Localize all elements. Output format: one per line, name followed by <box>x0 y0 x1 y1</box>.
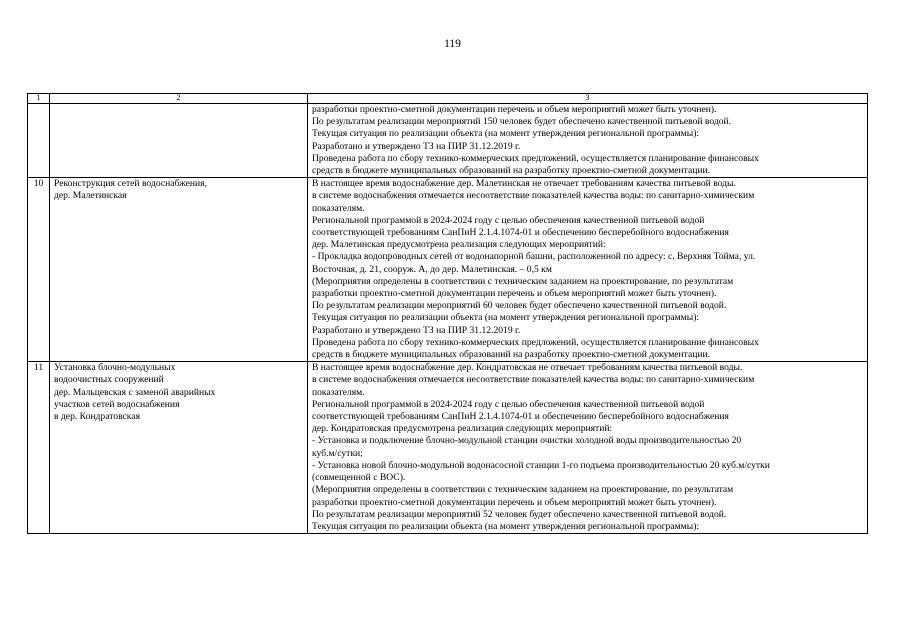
description-line: Проведена работа по сбору технико-коммерческих предложений, осуществляется планирование финансовых <box>312 152 759 164</box>
name-line: дер. Мальцевская с заменой аварийных <box>54 386 216 398</box>
description-line: - Установка новой блочно-модульной водонасосной станции 1-го подъема производительностью 20 куб.м/сутки <box>312 459 770 471</box>
description-line: куб.м/сутки; <box>312 447 363 459</box>
description-line: Региональной программой в 2024-2024 году с целью обеспечения качественной питьевой водой <box>312 398 705 410</box>
description-line: средств в бюджете муниципальных образований на разработку проектно-сметной документации. <box>312 165 711 177</box>
row-description-cell <box>308 178 868 362</box>
description-line: показателям. <box>312 202 365 214</box>
description-line: дер. Кондратовская предусмотрена реализация следующих мероприятий: <box>312 423 613 435</box>
row-description-cell <box>308 104 868 178</box>
description-line: Текущая ситуация по реализации объекта (на момент утверждения региональной программы): <box>312 128 700 140</box>
description-line: По результатам реализации мероприятий 60 человек будет обеспечено качественной питьевой водой. <box>312 300 727 312</box>
description-line: - Прокладка водопроводных сетей от водонапорной башни, расположенной по адресу: с. Верхняя Тойма, ул. <box>312 251 756 263</box>
description-line: соответствующей требованиям СанПиН 2.1.4.1074-01 и обеспечению бесперебойного водоснабжения <box>312 411 729 423</box>
description-line: Текущая ситуация по реализации объекта (на момент утверждения региональной программы): <box>312 312 700 324</box>
table-row <box>28 178 868 362</box>
description-line: Региональной программой в 2024-2024 году с целью обеспечения качественной питьевой водой <box>312 214 705 226</box>
description-line: показателям. <box>312 386 365 398</box>
table-row <box>28 362 868 534</box>
description-line: По результатам реализации мероприятий 52 человек будет обеспечено качественной питьевой водой. <box>312 508 727 520</box>
table-header-row <box>28 94 868 104</box>
name-line: Реконструкция сетей водоснабжения, <box>54 178 207 190</box>
description-line: Разработано и утверждено ТЗ на ПИР 31.12.2019 г. <box>312 324 521 336</box>
description-line: В настоящее время водоснабжение дер. Малетинская не отвечает требованиям качества питьевой воды. <box>312 178 736 190</box>
name-line: в дер. Кондратовская <box>54 411 140 423</box>
description-line: В настоящее время водоснабжение дер. Кондратовская не отвечает требованиям качества питьевой воды. <box>312 362 743 374</box>
row-number-cell: 10 <box>28 178 50 362</box>
description-line: соответствующей требованиям СанПиН 2.1.4.1074-01 и обеспечению бесперебойного водоснабжения <box>312 227 729 239</box>
row-description-cell <box>308 362 868 534</box>
row-number-cell <box>28 104 50 178</box>
description-line: (Мероприятия определены в соответствии с техническим заданием на проектирование, по результатам <box>312 484 734 496</box>
description-line: в системе водоснабжения отмечается несоответствие показателей качества воды: по санитарно-химическим <box>312 374 755 386</box>
description-line: (Мероприятия определены в соответствии с техническим заданием на проектирование, по результатам <box>312 275 734 287</box>
description-line: разработки проектно-сметной документации перечень и объем мероприятий может быть уточнен). <box>312 288 717 300</box>
description-line: Восточная, д. 21, сооруж. А, до дер. Малетинская. – 0,5 км <box>312 263 552 275</box>
table-row-continuation <box>28 104 868 178</box>
description-line: разработки проектно-сметной документации перечень и объем мероприятий может быть уточнен). <box>312 104 717 115</box>
description-line: в системе водоснабжения отмечается несоответствие показателей качества воды: по санитарно-химическим <box>312 190 755 202</box>
description-line: (совмещенной с ВОС). <box>312 472 406 484</box>
column-header: 2 <box>50 94 308 104</box>
name-line: дер. Малетинская <box>54 190 127 202</box>
name-line: водоочистных сооружений <box>54 374 164 386</box>
row-number-cell: 11 <box>28 362 50 534</box>
description-line: дер. Малетинская предусмотрена реализация следующих мероприятий: <box>312 239 606 251</box>
document-table <box>27 93 868 534</box>
description-line: Разработано и утверждено ТЗ на ПИР 31.12.2019 г. <box>312 140 521 152</box>
description-line: средств в бюджете муниципальных образований на разработку проектно-сметной документации. <box>312 349 711 361</box>
row-name-cell <box>50 104 308 178</box>
name-line: участков сетей водоснабжения <box>54 398 180 410</box>
description-line: Текущая ситуация по реализации объекта (на момент утверждения региональной программы): <box>312 520 700 532</box>
row-name-cell <box>50 362 308 534</box>
name-line: Установка блочно-модульных <box>54 362 176 374</box>
description-line: Проведена работа по сбору технико-коммерческих предложений, осуществляется планирование финансовых <box>312 336 759 348</box>
description-line: разработки проектно-сметной документации перечень и объем мероприятий может быть уточнен). <box>312 496 717 508</box>
column-header: 3 <box>308 94 868 104</box>
description-line: - Установка и подключение блочно-модульной станции очистки холодной воды производительностью 20 <box>312 435 742 447</box>
row-name-cell <box>50 178 308 362</box>
column-header: 1 <box>28 94 50 104</box>
description-line: По результатам реализации мероприятий 150 человек будет обеспечено качественной питьевой водой. <box>312 116 732 128</box>
page-number: 119 <box>444 38 461 50</box>
